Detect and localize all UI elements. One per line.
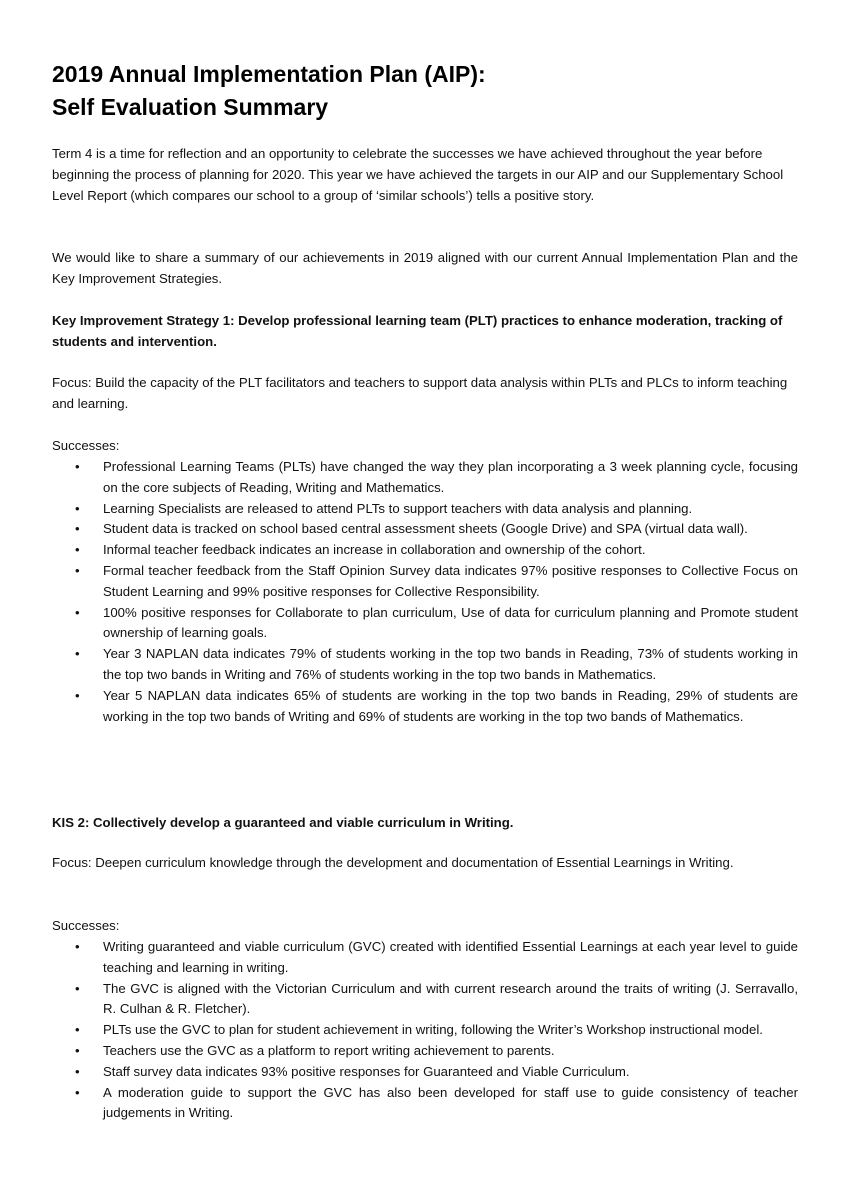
list-item: • Staff survey data indicates 93% positive responses for Guaranteed and Viable Curriculum. [52, 1062, 798, 1083]
list-item: • PLTs use the GVC to plan for student achievement in writing, following the Writer’s Workshop instructional model. [52, 1020, 798, 1041]
list-item: • The GVC is aligned with the Victorian Curriculum and with current research around the traits of writing (J. Serravallo, R. Culhan & R. Fletcher). [52, 979, 798, 1021]
title-line-2: Self Evaluation Summary [52, 94, 329, 120]
kis2-heading: KIS 2: Collectively develop a guaranteed and viable curriculum in Writing. [52, 815, 514, 830]
kis1-successes-label: Successes: [52, 438, 120, 453]
summary-paragraph: We would like to share a summary of our achievements in 2019 aligned with our current Annual Implementation Plan and the Key Improvement Strategies. [52, 250, 798, 286]
list-item: • Informal teacher feedback indicates an increase in collaboration and ownership of the cohort. [52, 540, 798, 561]
list-item: • A moderation guide to support the GVC has also been developed for staff use to guide consistency of teacher judgements in Writing. [52, 1083, 798, 1125]
list-item: • Student data is tracked on school based central assessment sheets (Google Drive) and SPA (virtual data wall). [52, 519, 798, 540]
list-item: • 100% positive responses for Collaborate to plan curriculum, Use of data for curriculum planning and Promote student ownership of learning goals. [52, 603, 798, 645]
kis2-successes-list [52, 937, 798, 1124]
list-item: • Year 5 NAPLAN data indicates 65% of students are working in the top two bands in Reading, 29% of students are working in the top two bands of Writing and 69% of students are working in the top two bands of Mathematics. [52, 686, 798, 728]
list-item: • Teachers use the GVC as a platform to report writing achievement to parents. [52, 1041, 798, 1062]
kis1-heading: Key Improvement Strategy 1: Develop professional learning team (PLT) practices to enhance moderation, tracking of students and intervention. [52, 313, 783, 349]
intro-paragraph: Term 4 is a time for reflection and an opportunity to celebrate the successes we have achieved throughout the year before beginning the process of planning for 2020. This year we have achieved the targets in our AIP and our Supplementary School Level Report (which compares our school to a group of ‘similar schools’) tells a positive story. [52, 146, 784, 203]
list-item: • Formal teacher feedback from the Staff Opinion Survey data indicates 97% positive responses to Collective Focus on Student Learning and 99% positive responses for Collective Responsibility. [52, 561, 798, 603]
list-item: • Writing guaranteed and viable curriculum (GVC) created with identified Essential Learnings at each year level to guide teaching and learning in writing. [52, 937, 798, 979]
kis2-focus: Focus: Deepen curriculum knowledge through the development and documentation of Essential Learnings in Writing. [52, 855, 734, 870]
list-item: • Learning Specialists are released to attend PLTs to support teachers with data analysis and planning. [52, 499, 798, 520]
list-item: • Professional Learning Teams (PLTs) have changed the way they plan incorporating a 3 week planning cycle, focusing on the core subjects of Reading, Writing and Mathematics. [52, 457, 798, 499]
kis1-successes-list [52, 457, 798, 727]
list-item: • Year 3 NAPLAN data indicates 79% of students working in the top two bands in Reading, 73% of students working in the top two bands in Writing and 76% of students working in the top two bands in Mathematics. [52, 644, 798, 686]
title-line-1: 2019 Annual Implementation Plan (AIP): [52, 61, 486, 87]
kis1-focus: Focus: Build the capacity of the PLT facilitators and teachers to support data analysis within PLTs and PLCs to inform teaching and learning. [52, 375, 788, 411]
page-title [52, 58, 812, 124]
kis2-successes-label: Successes: [52, 918, 120, 933]
